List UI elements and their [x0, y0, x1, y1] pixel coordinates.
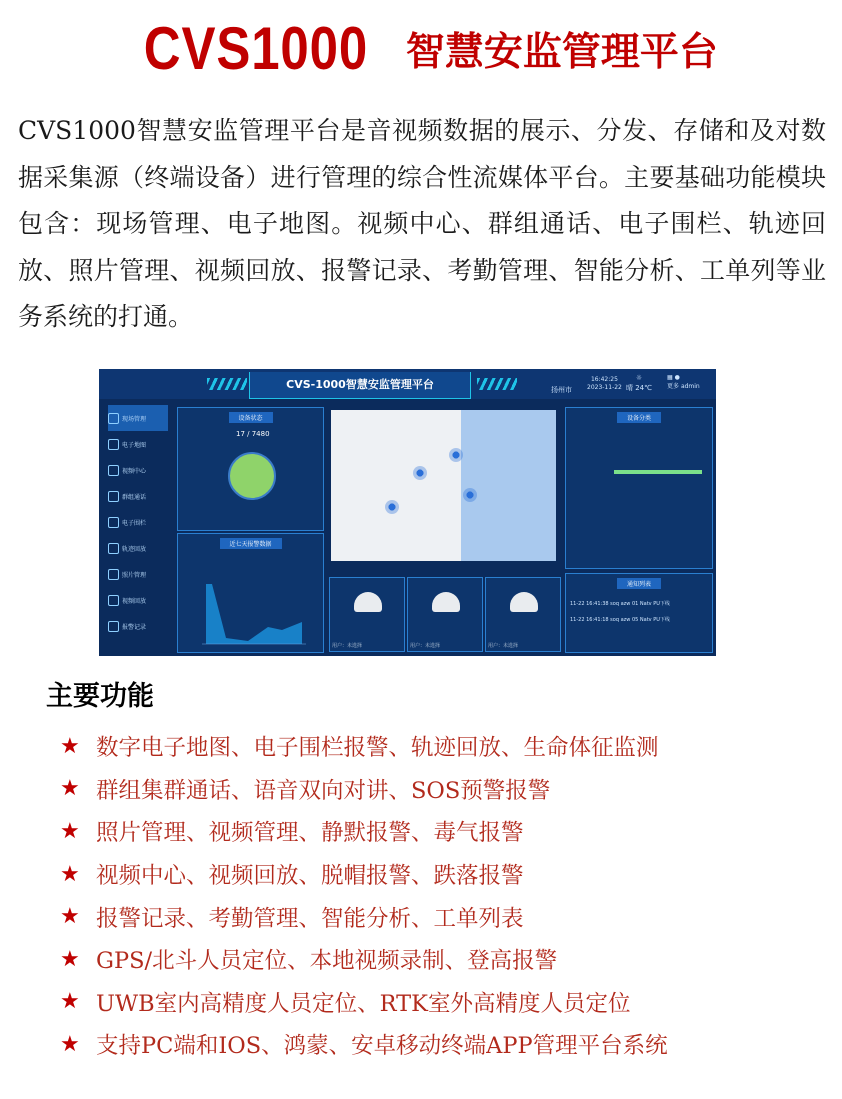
alarm-chart-title: 近七天报警数据 — [219, 538, 281, 549]
feature-text: 报警记录、考勤管理、智能分析、工单列表 — [96, 905, 524, 932]
map-sea — [461, 410, 556, 561]
sidebar-item-label: 电子围栏 — [122, 519, 147, 527]
sidebar-icon — [108, 413, 119, 424]
feature-item — [60, 895, 668, 938]
weather-text: 晴 24℃ — [626, 384, 652, 392]
helmet-icon — [510, 592, 538, 612]
helmet-caption: 用户：未选择 — [488, 643, 519, 649]
feature-text: 群组集群通话、语音双向对讲、SOS预警报警 — [96, 777, 551, 804]
star-icon: ★ — [60, 989, 80, 1015]
sun-icon: ☼ — [635, 374, 643, 382]
sidebar-item-label: 视频回放 — [122, 597, 147, 605]
device-class-panel — [565, 407, 713, 569]
helmet-camera-card — [485, 577, 561, 652]
sidebar-icon — [108, 543, 119, 554]
screenshot-clock — [587, 376, 622, 392]
screenshot-topbar — [99, 369, 716, 399]
sidebar-item — [108, 509, 168, 535]
star-icon: ★ — [60, 818, 80, 844]
map-marker — [413, 466, 427, 480]
feature-text: GPS/北斗人员定位、本地视频录制、登高报警 — [96, 948, 558, 975]
device-status-title: 设备状态 — [228, 412, 272, 423]
sidebar-item — [108, 613, 168, 639]
feature-text: 照片管理、视频管理、静默报警、毒气报警 — [96, 820, 524, 847]
star-icon: ★ — [60, 946, 80, 972]
star-icon: ★ — [60, 861, 80, 887]
sidebar-item-label: 群组通话 — [122, 493, 147, 501]
sidebar-item — [108, 431, 168, 457]
more-label: 更多 — [667, 383, 680, 390]
map-marker — [463, 488, 477, 502]
sidebar-item-label: 照片管理 — [122, 571, 147, 579]
star-icon: ★ — [60, 733, 80, 759]
sidebar-icon — [108, 595, 119, 606]
brand-title: CVS1000 — [143, 15, 369, 82]
decor-stripes-right — [477, 378, 517, 390]
feature-text: UWB室内高精度人员定位、RTK室外高精度人员定位 — [96, 990, 631, 1017]
sidebar-icon — [108, 465, 119, 476]
device-status-panel — [177, 407, 324, 531]
helmet-icon — [354, 592, 382, 612]
sidebar-icon — [108, 621, 119, 632]
alarm-area-chart — [178, 534, 323, 652]
notice-row: 11-22 16:41:38 soq azw 01 Natv PU下线 — [570, 601, 670, 607]
page-header — [0, 14, 842, 83]
screenshot-date: 2023-11-22 — [587, 384, 622, 391]
user-icon: ● — [674, 374, 680, 381]
star-icon: ★ — [60, 1031, 80, 1057]
intro-paragraph: CVS1000智慧安监管理平台是音视频数据的展示、分发、存储和及对数据采集源（终端设备）进行管理的综合性流媒体平台。主要基础功能模块包含：现场管理、电子地图。视频中心、群组通话、电子围栏、轨迹回放、照片管理、视频回放、报警记录、考勤管理、智能分析、工单列等业务系统的打通。 — [18, 116, 826, 331]
more-icon: ▦ — [667, 374, 673, 381]
sidebar-item-label: 报警记录 — [122, 623, 147, 631]
sidebar-item — [108, 561, 168, 587]
feature-item — [60, 853, 668, 896]
device-status-pie — [228, 452, 276, 500]
sidebar-item-label: 视频中心 — [122, 467, 147, 475]
sidebar-item — [108, 587, 168, 613]
star-icon: ★ — [60, 776, 80, 802]
sidebar-icon — [108, 439, 119, 450]
sidebar-icon — [108, 569, 119, 580]
decor-stripes-left — [207, 378, 247, 390]
feature-item — [60, 938, 668, 981]
screenshot-user-area — [667, 373, 700, 391]
sidebar-item — [108, 405, 168, 431]
feature-item — [60, 1023, 668, 1066]
sidebar-item — [108, 535, 168, 561]
screenshot-sidebar — [108, 405, 168, 639]
device-status-count: 17 / 7480 — [236, 430, 270, 438]
feature-item — [60, 768, 668, 811]
sidebar-item — [108, 457, 168, 483]
sidebar-item-label: 轨迹回放 — [122, 545, 147, 553]
features-heading: 主要功能 — [46, 681, 154, 712]
feature-item — [60, 725, 668, 768]
notice-row: 11-22 16:41:18 soq azw 05 Natv PU下线 — [570, 617, 670, 623]
helmet-icon — [432, 592, 460, 612]
helmet-camera-card — [407, 577, 483, 652]
sidebar-item-label: 现场管理 — [122, 415, 147, 423]
map-land — [331, 410, 471, 561]
map-marker — [385, 500, 399, 514]
sidebar-icon — [108, 491, 119, 502]
platform-screenshot — [99, 369, 716, 656]
feature-text: 数字电子地图、电子围栏报警、轨迹回放、生命体征监测 — [96, 735, 659, 762]
notice-title: 通知列表 — [617, 578, 661, 589]
helmet-camera-card — [329, 577, 405, 652]
map-marker — [449, 448, 463, 462]
feature-item — [60, 981, 668, 1024]
helmet-caption: 用户：未选择 — [332, 643, 363, 649]
alarm-area — [206, 584, 302, 644]
screenshot-city: 扬州市 — [551, 386, 572, 394]
sidebar-item-label: 电子地图 — [122, 441, 147, 449]
feature-text: 支持PC端和IOS、鸿蒙、安卓移动终端APP管理平台系统 — [96, 1033, 668, 1060]
features-list — [60, 725, 668, 1066]
alarm-chart-panel — [177, 533, 324, 653]
sidebar-item — [108, 483, 168, 509]
feature-text: 视频中心、视频回放、脱帽报警、跌落报警 — [96, 863, 524, 890]
feature-item — [60, 810, 668, 853]
notice-panel — [565, 573, 713, 653]
sidebar-icon — [108, 517, 119, 528]
screenshot-time: 16:42:25 — [590, 376, 618, 383]
header-subtitle: 智慧安监管理平台 — [405, 29, 718, 75]
map-view — [331, 410, 556, 561]
screenshot-weather — [626, 373, 652, 393]
screenshot-title: CVS-1000智慧安监管理平台 — [249, 372, 471, 399]
user-name: admin — [680, 383, 700, 390]
device-class-bar — [614, 470, 702, 474]
star-icon: ★ — [60, 904, 80, 930]
device-class-title: 设备分类 — [617, 412, 661, 423]
helmet-caption: 用户：未选择 — [410, 643, 441, 649]
